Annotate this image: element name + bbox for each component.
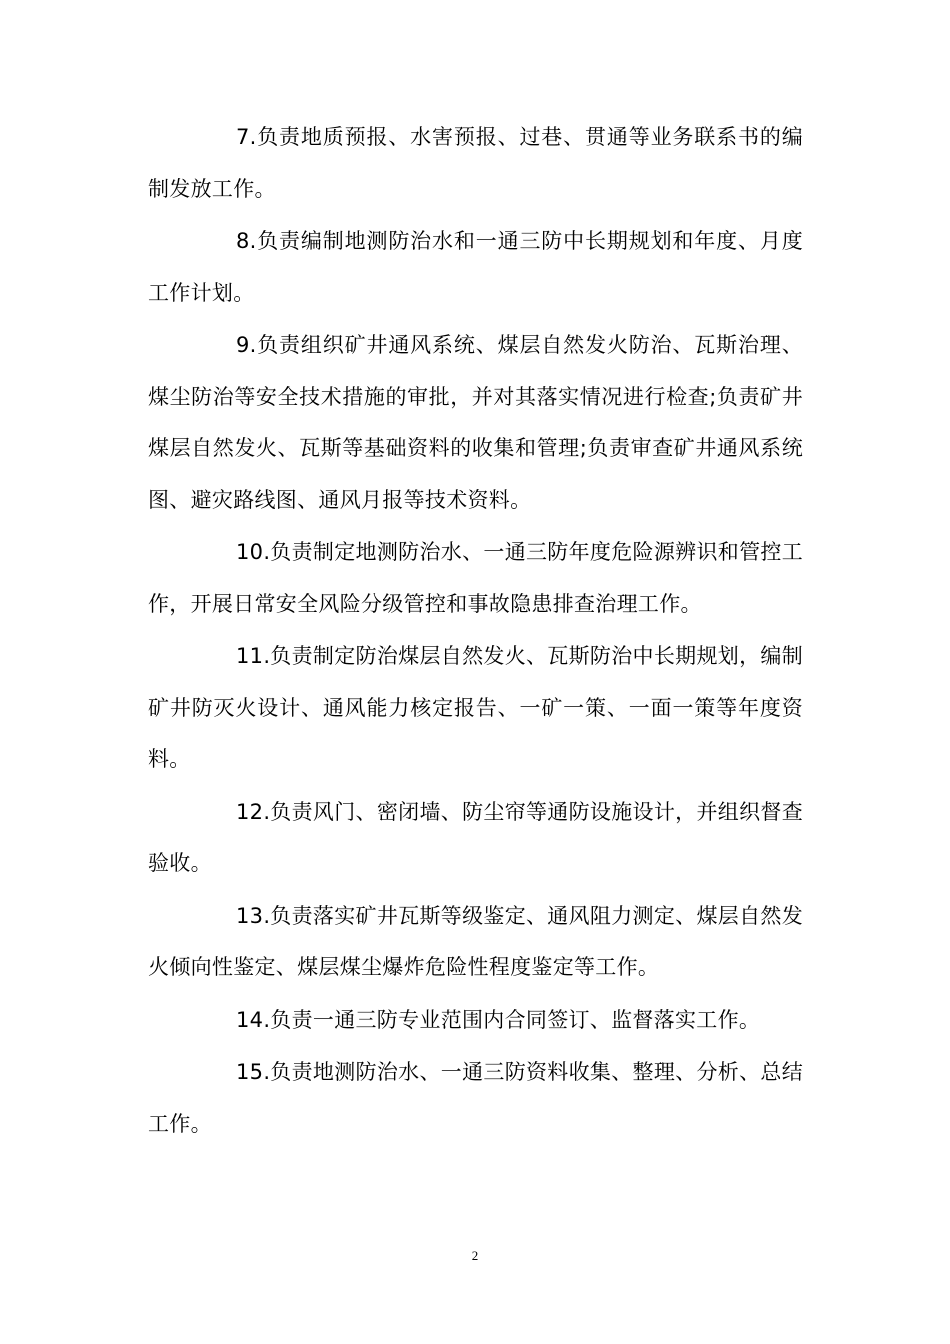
paragraph-item-10: 10.负责制定地测防治水、一通三防年度危险源辨识和管控工作，开展日常安全风险分级管控和事故隐患排查治理工作。 [148,540,803,616]
paragraph-item-11: 11.负责制定防治煤层自然发火、瓦斯防治中长期规划，编制矿井防灭火设计、通风能力核定报告、一矿一策、一面一策等年度资料。 [148,644,803,771]
paragraph-item-9: 9.负责组织矿井通风系统、煤层自然发火防治、瓦斯治理、煤尘防治等安全技术措施的审批，并对其落实情况进行检查;负责矿井煤层自然发火、瓦斯等基础资料的收集和管理;负责审查矿井通风系统图、避灾路线图、通风月报等技术资料。 [148,333,803,512]
page-number: 2 [471,1248,479,1263]
paragraph-item-15: 15.负责地测防治水、一通三防资料收集、整理、分析、总结工作。 [148,1060,803,1136]
paragraph-item-13: 13.负责落实矿井瓦斯等级鉴定、通风阻力测定、煤层自然发火倾向性鉴定、煤层煤尘爆炸危险性程度鉴定等工作。 [148,903,803,979]
body-text [148,112,803,1151]
paragraph-item-7: 7.负责地质预报、水害预报、过巷、贯通等业务联系书的编制发放工作。 [148,125,803,201]
paragraph-item-12: 12.负责风门、密闭墙、防尘帘等通防设施设计，并组织督查验收。 [148,799,803,875]
paragraph-item-8: 8.负责编制地测防治水和一通三防中长期规划和年度、月度工作计划。 [148,229,803,305]
paragraph-item-14: 14.负责一通三防专业范围内合同签订、监督落实工作。 [236,1007,761,1032]
